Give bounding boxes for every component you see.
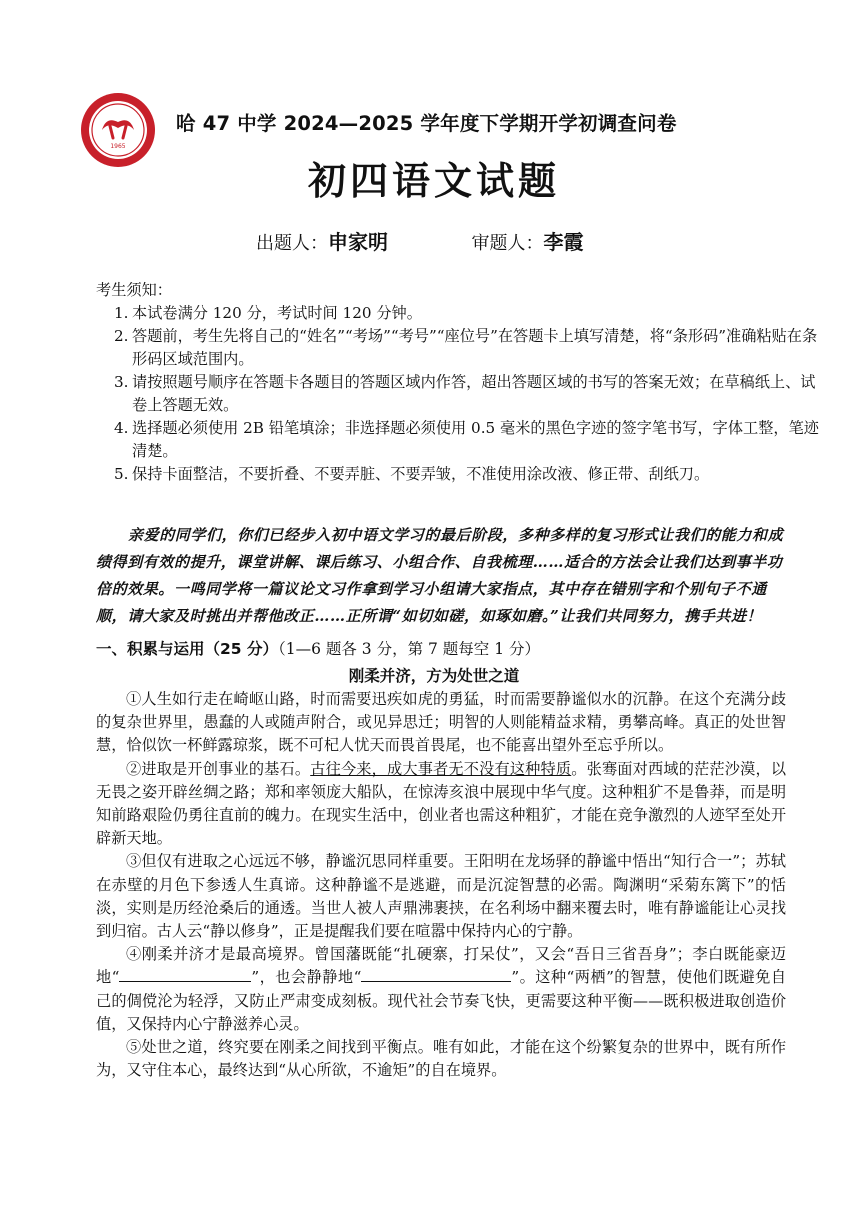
- essay-paragraph-5: ⑤处世之道，终究要在刚柔之间找到平衡点。唯有如此，才能在这个纷繁复杂的世界中，既有所作为，又守住本心，最终达到“从心所欲，不逾矩”的自在境界。: [96, 1038, 786, 1080]
- notice-item: [96, 325, 826, 371]
- intro-paragraph: 亲爱的同学们，你们已经步入初中语文学习的最后阶段，多种多样的复习形式让我们的能力和成绩得到有效的提升，课堂讲解、课后练习、小组合作、自我梳理……适合的方法会让我们达到事半功倍的效果。一鸣同学将一篇议论文习作拿到学习小组请大家指点，其中存在错别字和个别句子不通顺，请大家及时挑出并帮他改正……正所谓“如切如磋，如琢如磨。”让我们共同努力，携手共进！: [96, 526, 784, 625]
- essay-body: [96, 688, 786, 1082]
- author-label: 出题人：: [256, 233, 328, 254]
- exam-header: 哈 47 中学 2024—2025 学年度下学期开学初调查问卷: [176, 112, 677, 135]
- author-name: 申家明: [328, 230, 388, 254]
- logo-year: 1965: [110, 143, 126, 150]
- essay-paragraph-1: ①人生如行走在崎岖山路，时而需要迅疾如虎的勇猛，时而需要静谧似水的沉静。在这个充满分歧的复杂世界里，愚蠢的人或随声附合，或见异思迁；明智的人则能精益求精，勇攀高峰。真正的处世智慧，恰似饮一杯鲜露琼浆，既不可杞人忧天而畏首畏尾，也不能喜出望外至忘乎所以。: [96, 690, 786, 755]
- notice-item: [96, 371, 826, 417]
- reviewer-name: 李霞: [543, 230, 584, 254]
- notice-num: 3.: [114, 373, 129, 391]
- exam-title: 初四语文试题: [307, 159, 560, 203]
- notice-text: 请按照题号顺序在答题卡各题目的答题区域内作答，超出答题区域的书写的答案无效；在草稿纸上、试卷上答题无效。: [132, 373, 816, 414]
- essay-paragraph-4: [96, 943, 786, 1036]
- underlined-sentence: 古往今来，成大事者无不没有这种特质: [310, 759, 572, 778]
- reviewer-label: 审题人：: [471, 233, 544, 254]
- notice-text: 答题前，考生先将自己的“姓名”“考场”“考号”“座位号”在答题卡上填写清楚，将“条形码”准确粘贴在条形码区域范围内。: [132, 327, 818, 368]
- p2-rest: 。张骞面对西域的茫茫沙漠，以无畏之姿开辟丝绸之路；郑和率领庞大船队，在惊涛亥浪中展现中华气度。这种粗犷不是鲁莽，而是明知前路艰险仍勇往直前的魄力。在现实生活中，创业者也需这种粗犷，才能在竞争激烈的人迹罕至处开辟新天地。: [96, 759, 787, 848]
- exam-notice: [96, 279, 826, 486]
- p4-start: ④刚柔并济才是最高境界。曾国藩既能“扎硬寨，打呆仗”，又会“吾日三省吾身”；李白既能豪迈地“: [96, 945, 786, 987]
- answer-blank-2[interactable]: [361, 967, 511, 982]
- section-title: 一、积累与运用（25 分）: [96, 640, 278, 658]
- notice-num: 4.: [114, 419, 129, 437]
- notice-text: 本试卷满分 120 分，考试时间 120 分钟。: [132, 304, 422, 322]
- notice-text: 保持卡面整洁，不要折叠、不要弄脏、不要弄皱，不准使用涂改液、修正带、刮纸刀。: [132, 465, 710, 483]
- notice-item: [96, 417, 826, 463]
- p4-end: ”。这种“两栖”的智慧，使他们既避免自己的倜傥沦为轻浮，又防止严肃变成刻板。现代社会节奏飞快，更需要这种平衡——既积极进取创造价值，又保持内心宁静滋养心灵。: [96, 968, 787, 1033]
- essay-title: 刚柔并济，方为处世之道: [348, 667, 520, 685]
- notice-num: 5.: [114, 465, 129, 483]
- answer-blank-1[interactable]: [119, 967, 251, 982]
- p2-start: ②进取是开创事业的基石。: [126, 759, 311, 778]
- notice-num: 2.: [114, 327, 129, 345]
- notice-item: [96, 302, 826, 325]
- notice-title: 考生须知：: [96, 281, 172, 299]
- p4-mid: ”，也会静静地“: [251, 968, 362, 987]
- essay-paragraph-2: [96, 758, 786, 851]
- section-heading: [96, 637, 540, 659]
- notice-num: 1.: [114, 304, 129, 322]
- notice-text: 选择题必须使用 2B 铅笔填涂；非选择题必须使用 0.5 毫米的黑色字迹的签字笔书写，字体工整，笔迹清楚。: [132, 419, 819, 460]
- section-detail: （1—6 题各 3 分，第 7 题每空 1 分）: [277, 640, 541, 658]
- notice-item: [96, 463, 826, 486]
- authors-line: [256, 226, 583, 255]
- essay-paragraph-3: ③但仅有进取之心远远不够，静谧沉思同样重要。王阳明在龙场驿的静谧中悟出“知行合一”；苏轼在赤壁的月色下参透人生真谛。这种静谧不是逃避，而是沉淀智慧的必需。陶渊明“采菊东篱下”的恬淡，实则是历经沧桑后的通透。当世人被人声鼎沸裹挟，在名利场中翻来覆去时，唯有静谧能让心灵找到归宿。古人云“静以修身”，正是提醒我们要在喧嚣中保持内心的宁静。: [96, 852, 786, 941]
